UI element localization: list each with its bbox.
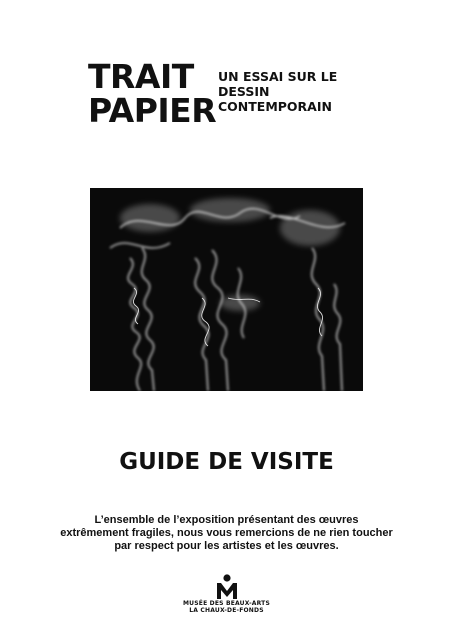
- museum-logo: [165, 574, 288, 624]
- title-block: [88, 57, 378, 140]
- exhibition-title: [88, 57, 217, 130]
- museum-monogram-icon: [216, 574, 238, 600]
- subtitle-line-1: UN ESSAI SUR LE: [218, 69, 338, 84]
- notice-line-3: par respect pour les artistes et les œuvres.: [114, 540, 339, 552]
- title-line-2: PAPIER: [88, 91, 217, 130]
- guide-heading: GUIDE DE VISITE: [119, 449, 334, 475]
- title-line-1: TRAIT: [88, 57, 194, 96]
- smoke-photo-image: [90, 188, 363, 391]
- notice-line-1: L’ensemble de l’exposition présentant des œuvres: [94, 514, 359, 526]
- subtitle-line-3: CONTEMPORAIN: [218, 99, 332, 114]
- notice-line-2: extrêmement fragiles, nous vous remercions de ne rien toucher: [60, 527, 393, 539]
- subtitle-line-2: DESSIN: [218, 84, 270, 99]
- cover-photo: [90, 188, 363, 391]
- museum-name-line-2: LA CHAUX-DE-FONDS: [189, 607, 264, 614]
- museum-name-line-1: MUSÉE DES BEAUX-ARTS: [183, 600, 270, 607]
- exhibition-subtitle: [218, 69, 337, 114]
- visitor-notice: [30, 514, 423, 553]
